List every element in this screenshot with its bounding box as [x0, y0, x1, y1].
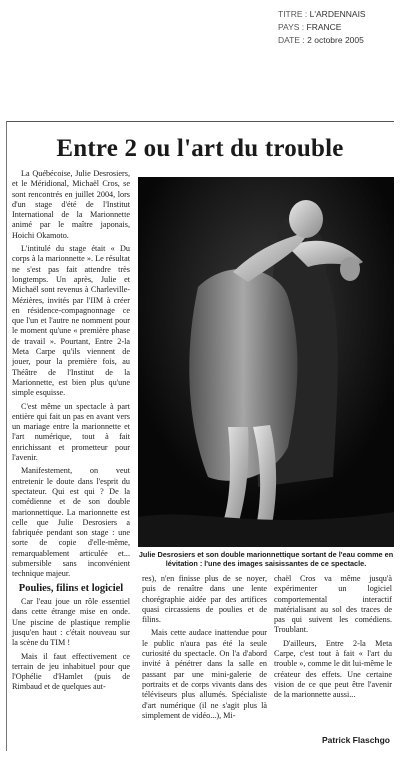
article-photo: [138, 177, 394, 547]
paragraph: La Québécoise, Julie Desrosiers, et le Méridional, Michaël Cros, se sont rencontrés en juillet 2004, lors d'un stage d'été de l'Institut International de la Marionnette animé par le maître japonais, Hoichi Okamoto.: [12, 169, 130, 240]
paragraph: L'intitulé du stage était « Du corps à la marionnette ». Le résultat ne s'est pas fait attendre très longtemps. Un après, Julie et Michaël sont revenus à Charleville-Mézières, invités par l'IIM à créer en résidence-compagnonnage ce que l'un et l'autre ne nomment pour le moment qu'une « première phase de travail ». Pourtant, Entre 2-la Meta Carpe qu'ils viennent de jouer, pour la première fois, au Théâtre de l'Institut de la Marionnette, est bien plus qu'une simple esquisse.: [12, 244, 130, 398]
meta-title-label: TITRE :: [278, 9, 308, 19]
meta-date-value: 2 octobre 2005: [307, 35, 364, 45]
clipping-metadata: [278, 8, 366, 47]
subheading: Poulies, filins et logiciel: [18, 582, 124, 594]
paragraph: C'est même un spectacle à part entière qui fait un pas en avant vers un mariage entre la marionnette et l'art numérique, tout à fait enrichissant et prometteur pour l'avenir.: [12, 401, 130, 463]
top-rule: [6, 121, 394, 122]
meta-country-row: [278, 21, 366, 34]
meta-country-value: FRANCE: [306, 22, 342, 32]
column-3: [274, 574, 392, 704]
left-rule: [6, 121, 7, 751]
article-headline: Entre 2 ou l'art du trouble: [56, 135, 344, 162]
photo-caption: Julie Desrosiers et son double marionnettique sortant de l'eau comme en lévitation : l'une des images saisissantes de ce spectacle.: [138, 550, 394, 568]
column-2: [142, 574, 267, 724]
article-clipping: [4, 121, 396, 751]
paragraph: Car l'eau joue un rôle essentiel dans cette étrange mise en onde. Une piscine de plastique remplie jusqu'en haut : c'était nouveau sur la scène du TIM !: [12, 597, 130, 648]
meta-title-row: [278, 8, 366, 21]
meta-country-label: PAYS :: [278, 22, 305, 32]
paragraph: D'ailleurs, Entre 2-la Meta Carpe, c'est tout à fait « l'art du trouble », comme le dit lui-même le créateur des effets. Une certaine vision de ce que peut être l'avenir de la marionnette aussi...: [274, 638, 392, 700]
puppet-performance-image: [138, 177, 394, 547]
paragraph: chaël Cros va même jusqu'à expérimenter un logiciel comportemental interactif matérialisant au sol des traces de pas qui suivent les comédiens. Troublant.: [274, 574, 392, 635]
meta-date-row: [278, 34, 366, 47]
column-1: [12, 169, 130, 696]
paragraph: Mais il faut effectivement ce terrain de jeu inhabituel pour que l'Ophélie d'Hamlet (puis de Rimbaud et de quelques aut-: [12, 651, 130, 692]
paragraph: Manifestement, on veut entretenir le doute dans l'esprit du spectateur. Qui est qui ? De la comédienne et de son double marionnettique. La marionnette est celle que Julie Desrosiers a fabriquée pendant son stage : une sorte de copie d'elle-même, remarquablement articulée et... submersible sans inconvénient technique majeur.: [12, 466, 130, 579]
meta-title-value: L'ARDENNAIS: [309, 9, 366, 19]
author-signature: Patrick Flaschgo: [321, 735, 390, 745]
paragraph: res), n'en finisse plus de se noyer, puis de renaître dans une lente chorégraphie aidée par des artifices quasi circassiens de poulies et de filins.: [142, 574, 267, 625]
meta-date-label: DATE :: [278, 35, 305, 45]
paragraph: Mais cette audace inattendue pour le public n'aura pas été la seule curiosité du spectacle. On l'a d'abord invité à pénétrer dans la salle en passant par une mini-galerie de portraits et de corps vivants dans des téléviseurs plus allumés. Spécialiste d'art numérique (il ne s'agit plus là simplement de vidéo...), Mi-: [142, 628, 267, 720]
